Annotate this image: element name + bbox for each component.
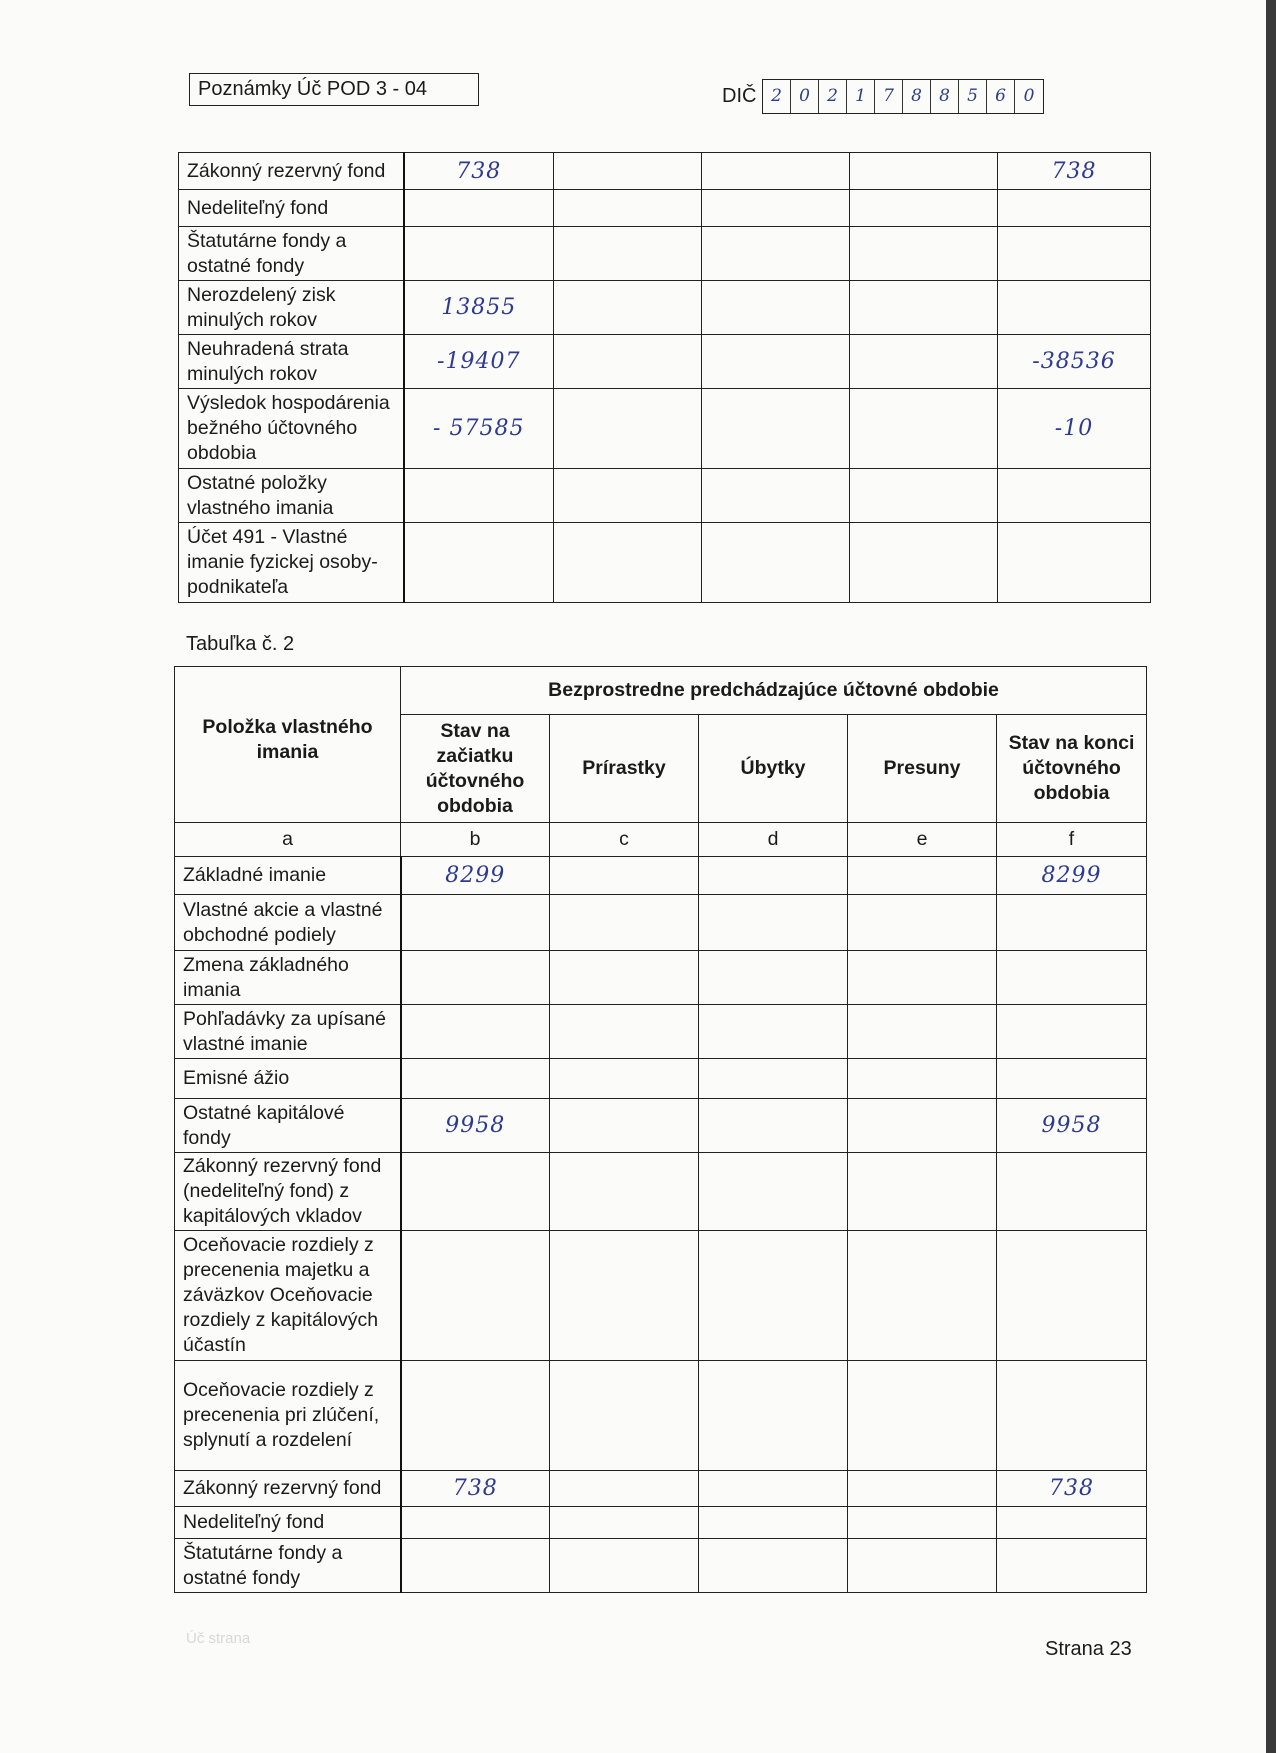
row-label: Ostatné kapitálové fondy xyxy=(175,1099,401,1153)
value-cell-c xyxy=(550,1361,699,1471)
value-cell-c xyxy=(550,857,699,895)
value-cell-f xyxy=(997,895,1147,951)
value-cell-b xyxy=(401,1231,550,1361)
value-cell-e xyxy=(850,190,998,227)
value-cell-c xyxy=(554,469,702,523)
value-cell-d xyxy=(699,857,848,895)
value-cell-e xyxy=(848,895,997,951)
value-cell-e xyxy=(850,523,998,603)
col-letter: c xyxy=(550,823,699,857)
dic-digit: 5 xyxy=(959,80,987,113)
value-cell-b xyxy=(401,951,550,1005)
dic-digit: 7 xyxy=(875,80,903,113)
dic-digit: 0 xyxy=(791,80,819,113)
value-cell-e xyxy=(848,1153,997,1231)
col-letter: a xyxy=(175,823,401,857)
value-cell-d xyxy=(702,523,850,603)
row-label: Štatutárne fondy a ostatné fondy xyxy=(179,227,404,281)
value-cell-c xyxy=(550,1231,699,1361)
value-cell-e xyxy=(848,1099,997,1153)
value-cell-d xyxy=(699,1231,848,1361)
table-row xyxy=(175,1059,1147,1099)
table-row xyxy=(179,469,1151,523)
row-label: Zákonný rezervný fond (nedeliteľný fond) z kapitálových vkladov xyxy=(175,1153,401,1231)
row-label: Nedeliteľný fond xyxy=(179,190,404,227)
page-edge xyxy=(1266,0,1276,1753)
value-cell-f xyxy=(997,1153,1147,1231)
table2-caption: Tabuľka č. 2 xyxy=(186,633,295,655)
value-cell-d xyxy=(699,1471,848,1507)
col-header-item-label: Položka vlastného imania xyxy=(202,716,373,763)
value-cell-f xyxy=(997,951,1147,1005)
value-cell-e xyxy=(848,1059,997,1099)
col-header-start: Stav na začiatku účtovného obdobia xyxy=(401,715,550,823)
table-row xyxy=(175,1099,1147,1153)
table-row xyxy=(175,1507,1147,1539)
value-cell-b: 9958 xyxy=(401,1099,550,1153)
value-cell-b xyxy=(404,523,554,603)
value-cell-b xyxy=(401,1059,550,1099)
value-cell-f xyxy=(997,1539,1147,1593)
row-label: Zákonný rezervný fond xyxy=(175,1471,401,1507)
dic-digit: 8 xyxy=(931,80,959,113)
table-row xyxy=(179,523,1151,603)
value-cell-f: -10 xyxy=(998,389,1151,469)
value-cell-f xyxy=(998,190,1151,227)
row-label: Oceňovacie rozdiely z precenenia majetku a záväzkov Oceňovacie rozdiely z kapitálových účastín xyxy=(175,1231,401,1361)
value-cell-d xyxy=(699,951,848,1005)
value-cell-f: 8299 xyxy=(997,857,1147,895)
value-cell-e xyxy=(850,469,998,523)
value-cell-d xyxy=(702,153,850,190)
row-label: Zákonný rezervný fond xyxy=(179,153,404,190)
row-label: Pohľadávky za upísané vlastné imanie xyxy=(175,1005,401,1059)
value-cell-b xyxy=(401,895,550,951)
table-row xyxy=(179,153,1151,190)
value-cell-f xyxy=(997,1231,1147,1361)
table-row xyxy=(175,951,1147,1005)
value-cell-e xyxy=(848,1507,997,1539)
row-label: Štatutárne fondy a ostatné fondy xyxy=(175,1539,401,1593)
value-cell-d xyxy=(699,1361,848,1471)
value-cell-c xyxy=(550,1099,699,1153)
value-cell-c xyxy=(554,190,702,227)
document-title: Poznámky Úč POD 3 - 04 xyxy=(189,73,479,106)
value-cell-b xyxy=(404,190,554,227)
row-label: Emisné ážio xyxy=(175,1059,401,1099)
col-letter: d xyxy=(699,823,848,857)
col-letter: f xyxy=(997,823,1147,857)
value-cell-c xyxy=(550,895,699,951)
value-cell-f xyxy=(997,1361,1147,1471)
value-cell-d xyxy=(702,227,850,281)
col-header-end: Stav na konci účtovného obdobia xyxy=(997,715,1147,823)
value-cell-c xyxy=(554,335,702,389)
equity-table-2 xyxy=(174,666,1147,1593)
value-cell-c xyxy=(550,1153,699,1231)
value-cell-d xyxy=(699,1539,848,1593)
dic-digit: 2 xyxy=(763,80,791,113)
value-cell-f: -38536 xyxy=(998,335,1151,389)
value-cell-b xyxy=(401,1361,550,1471)
row-label: Neuhradená strata minulých rokov xyxy=(179,335,404,389)
value-cell-f xyxy=(998,523,1151,603)
value-cell-c xyxy=(550,1059,699,1099)
period-header: Bezprostredne predchádzajúce účtovné obdobie xyxy=(401,667,1147,715)
dic-digit: 6 xyxy=(987,80,1015,113)
value-cell-b xyxy=(401,1005,550,1059)
value-cell-c xyxy=(554,227,702,281)
value-cell-e xyxy=(850,227,998,281)
value-cell-f xyxy=(998,281,1151,335)
table-row xyxy=(179,190,1151,227)
col-header-item xyxy=(175,667,401,823)
value-cell-c xyxy=(550,1471,699,1507)
dic-label: DIČ xyxy=(722,85,757,107)
value-cell-b: 738 xyxy=(404,153,554,190)
table-row xyxy=(179,389,1151,469)
value-cell-f xyxy=(997,1507,1147,1539)
row-label: Zmena základného imania xyxy=(175,951,401,1005)
table-row xyxy=(175,857,1147,895)
value-cell-c xyxy=(550,1539,699,1593)
value-cell-d xyxy=(699,1153,848,1231)
value-cell-d xyxy=(699,1005,848,1059)
value-cell-b xyxy=(401,1539,550,1593)
value-cell-d xyxy=(699,1507,848,1539)
dic-digit: 8 xyxy=(903,80,931,113)
value-cell-e xyxy=(848,1471,997,1507)
table-row xyxy=(175,1153,1147,1231)
value-cell-e xyxy=(848,1005,997,1059)
value-cell-e xyxy=(850,153,998,190)
value-cell-b: 13855 xyxy=(404,281,554,335)
row-label: Nerozdelený zisk minulých rokov xyxy=(179,281,404,335)
value-cell-b xyxy=(401,1153,550,1231)
table-row xyxy=(175,1471,1147,1507)
dic-digit: 1 xyxy=(847,80,875,113)
table-row xyxy=(175,1361,1147,1471)
value-cell-d xyxy=(702,469,850,523)
dic-boxes xyxy=(762,79,1044,114)
value-cell-e xyxy=(848,1361,997,1471)
value-cell-b: 8299 xyxy=(401,857,550,895)
value-cell-b xyxy=(404,469,554,523)
value-cell-f xyxy=(997,1059,1147,1099)
value-cell-e xyxy=(850,281,998,335)
value-cell-b: - 57585 xyxy=(404,389,554,469)
value-cell-d xyxy=(702,389,850,469)
col-header-increase: Prírastky xyxy=(550,715,699,823)
value-cell-c xyxy=(554,153,702,190)
value-cell-d xyxy=(702,190,850,227)
value-cell-f xyxy=(998,469,1151,523)
table-row xyxy=(175,1231,1147,1361)
table-row xyxy=(179,227,1151,281)
row-label: Ostatné položky vlastného imania xyxy=(179,469,404,523)
value-cell-d xyxy=(702,281,850,335)
row-label: Výsledok hospodárenia bežného účtovného obdobia xyxy=(179,389,404,469)
value-cell-b: -19407 xyxy=(404,335,554,389)
row-label: Základné imanie xyxy=(175,857,401,895)
value-cell-d xyxy=(699,1099,848,1153)
row-label: Vlastné akcie a vlastné obchodné podiely xyxy=(175,895,401,951)
value-cell-e xyxy=(848,951,997,1005)
value-cell-e xyxy=(848,1539,997,1593)
value-cell-c xyxy=(554,523,702,603)
table-row xyxy=(175,895,1147,951)
value-cell-c xyxy=(554,389,702,469)
dic-digit: 0 xyxy=(1023,86,1035,106)
value-cell-f xyxy=(998,227,1151,281)
page-number: Strana 23 xyxy=(1045,1638,1132,1660)
value-cell-d xyxy=(699,895,848,951)
value-cell-c xyxy=(550,951,699,1005)
value-cell-d xyxy=(702,335,850,389)
col-letter: e xyxy=(848,823,997,857)
row-label: Účet 491 - Vlastné imanie fyzickej osoby-podnikateľa xyxy=(179,523,404,603)
value-cell-e xyxy=(850,335,998,389)
value-cell-e xyxy=(848,1231,997,1361)
value-cell-d xyxy=(699,1059,848,1099)
value-cell-b xyxy=(401,1507,550,1539)
col-letter: b xyxy=(401,823,550,857)
value-cell-c xyxy=(550,1005,699,1059)
table-row xyxy=(179,335,1151,389)
value-cell-b xyxy=(404,227,554,281)
row-label: Nedeliteľný fond xyxy=(175,1507,401,1539)
value-cell-f: 738 xyxy=(997,1471,1147,1507)
value-cell-b: 738 xyxy=(401,1471,550,1507)
table-row xyxy=(175,1539,1147,1593)
value-cell-f xyxy=(997,1005,1147,1059)
equity-table-continued xyxy=(178,152,1151,603)
row-label: Oceňovacie rozdiely z precenenia pri zlúčení, splynutí a rozdelení xyxy=(175,1361,401,1471)
value-cell-c xyxy=(550,1507,699,1539)
faint-bleed-text: Úč strana xyxy=(186,1630,251,1647)
value-cell-f: 738 xyxy=(998,153,1151,190)
col-header-transfer: Presuny xyxy=(848,715,997,823)
value-cell-c xyxy=(554,281,702,335)
col-header-decrease: Úbytky xyxy=(699,715,848,823)
dic-digit: 2 xyxy=(819,80,847,113)
value-cell-e xyxy=(850,389,998,469)
value-cell-f: 9958 xyxy=(997,1099,1147,1153)
table-row xyxy=(179,281,1151,335)
table-row xyxy=(175,1005,1147,1059)
value-cell-e xyxy=(848,857,997,895)
